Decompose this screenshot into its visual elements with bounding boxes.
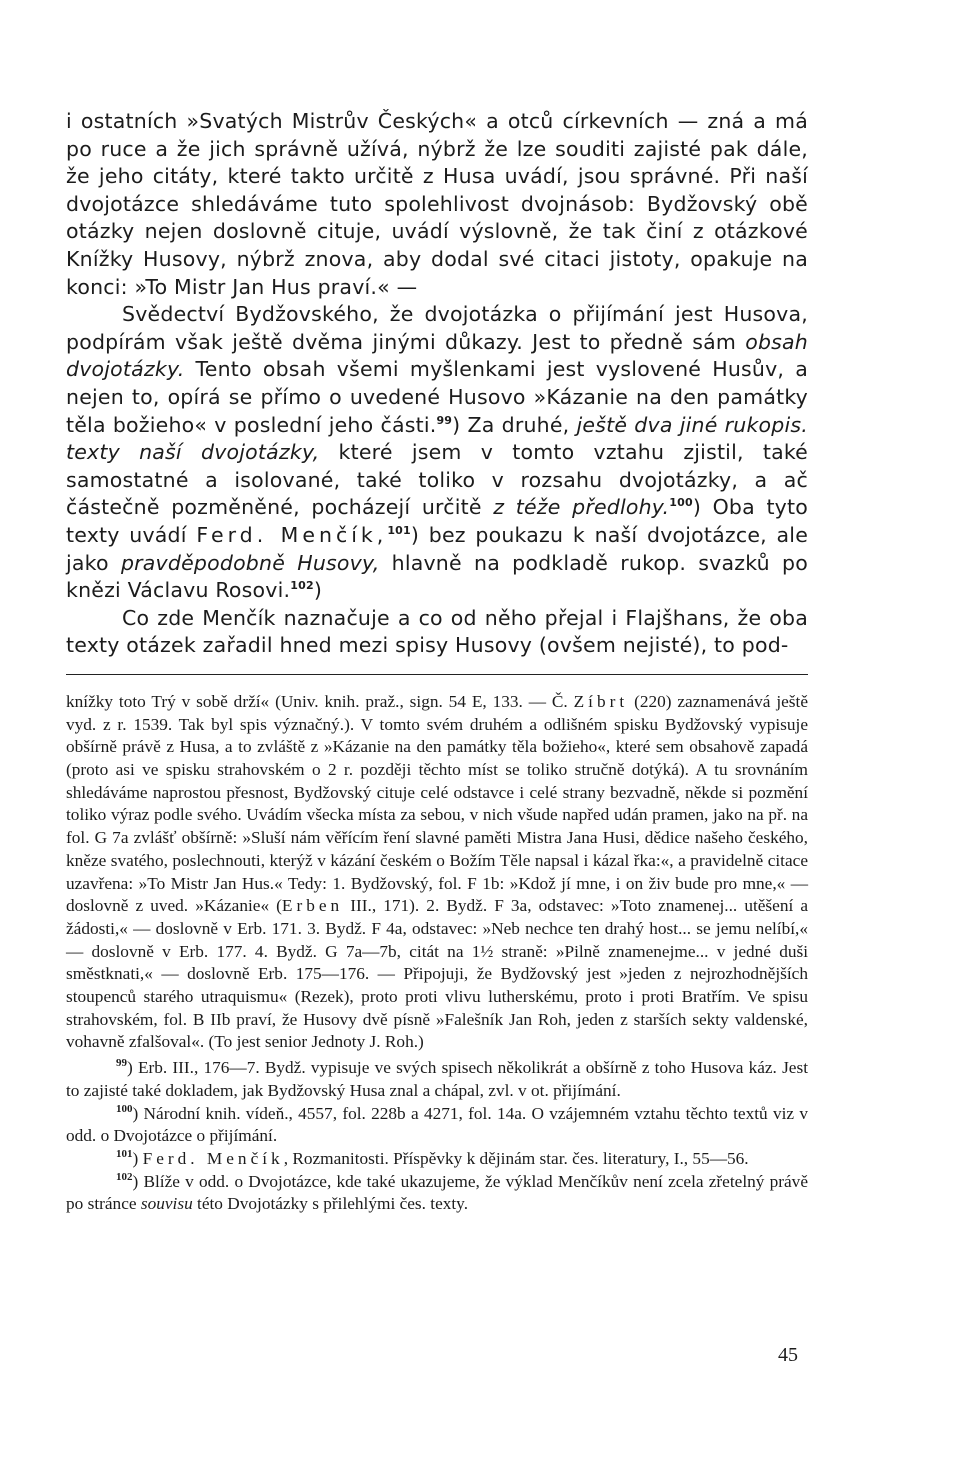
italic-run: obsah dvojotázky. [66, 329, 808, 382]
text-run: III., 171). 2. Bydž. F 3a, odstavec: »Toto znamenej... utěšení a žádosti,« — doslovně v Erb. 171. 3. Bydž. F 4a, odstavec: »Neb nechce ten drahý host... se jemu nelíbí,« — doslovně v Erb. 177. 4. Bydž. G 7a—7b, citát na 1½ straně: »Pilně znamenejme... v jedné duši směstknati,« — doslovně Erb. 175—176. — Připojuji, že Bydžovský jest »jeden z nejrozhodnějších stoupenců starého utraquismu« (Rezek), proto proti vlivu lutherskému, proto i proti Bratřím. Ve spisu strahovském, fol. B IIb praví, že Husovy dvě písně »Falešník Jan Roh, jeden z starších sekty valdenské, vohavně zfalšoval«. (To jest senior Jednoty J. Roh.) [66, 896, 809, 1052]
text-run: ) [313, 578, 323, 603]
page [66, 108, 808, 1216]
spaced-name: Erben [281, 896, 344, 916]
footnote-ref-101: 101 [387, 524, 411, 538]
footnote-ref-102: 102 [290, 579, 314, 593]
spaced-name: Zíbrt [573, 691, 629, 711]
footnote-102 [66, 1171, 808, 1216]
text-run: které jsem v tomto vztahu zjistil, také samostatné a isolované, také toliko v rozsahu dvojotázky, a ač částečně pozměněné, pocházejí určitě [66, 440, 808, 520]
italic-run: ještě dva jiné rukopis. texty naší dvojotázky, [66, 412, 809, 465]
spaced-name: Ferd. Menčík [142, 1148, 284, 1168]
page-number: 45 [778, 1344, 798, 1366]
text-run: (220) zaznamenává ještě vyd. z r. 1539. Tak byl spis význačný.). V tomto svém druhém a odlišném spisku Bydžovský vypisuje obšírně právě z Husa, a to zvláště z »Kázanie na den památky těla božieho«, které sem obsahově zapadá (proto asi ve spisku strahovském o 2 r. později těchto míst se toliko stručně dotýká). A tu srovnáním shledáváme naprostou přesnost, Bydžovský cituje celé odstavce i celé strany bezvadně, někde si pozmění toliko výraz podle svého. Uvádím všecka místa za sebou, v nich všude napřed udán pramen, jako na př. na fol. G 7a zvlášť obšírně: »Sluší nám věřícím ření slavné paměti Mistra Jana Husi, dědice našeho českého, kněze svatého, poslechnouti, kterýž v kázání českém o Božím Těle napsal i kázal řka:«, a pravidelně citace uzavřena: »To Mistr Jan Hus.« Tedy: 1. Bydžovský, fol. F 1b: »Kdož jí mne, i on živ bude pro mne,« — doslovně z uved. »Kázanie« ( [66, 691, 808, 916]
footnote-number: 102 [116, 1170, 133, 1183]
text-run: Svědectví Bydžovského, že dvojotázka o přijímání jest Husova, podpírám však ještě dvěma jinými důkazy. Jest to předně sám [66, 302, 808, 354]
text-run: Co zde Menčík naznačuje a co od něho přejal i Flajšhans, že oba texty otázek zařadil hned mezi spisy Husovy (ovšem nejisté), to pod- [66, 605, 808, 658]
text-run: této Dvojotázky s přilehlými čes. texty. [192, 1194, 469, 1214]
footnote-continuation [66, 691, 808, 1054]
text-run: , Rozmanitosti. Příspěvky k dějinám star. čes. literatury, I., 55—56. [283, 1148, 749, 1168]
footnote-number: 100 [116, 1102, 133, 1115]
footnote-ref-99: 99 [436, 413, 453, 427]
paragraph-1 [66, 108, 808, 301]
text-run: hlavně na podkladě rukop. svazků po knězi Václavu Rosovi. [66, 550, 808, 603]
main-text [66, 108, 808, 660]
text-run: i ostatních »Svatých Mistrův Českých« a otců církevních — zná a má po ruce a že jich správně užívá, nýbrž že lze souditi zajisté pak dále, že jeho citáty, které takto určitě z Husa uvádí, jsou správné. Při naší dvojotázce shledáváme tuto spolehlivost dvojnásob: Bydžovský obě otázky nejen doslovně cituje, uvádí výslovně, že tak činí z otázkové Knížky Husovy, nýbrž znova, aby dodal své citaci jistoty, opakuje na konci: »To Mistr Jan Hus praví.« — [66, 109, 808, 299]
footnote-number: 101 [116, 1148, 133, 1161]
italic-run: souvisu [140, 1194, 193, 1214]
text-run: ) Erb. III., 176—7. Bydž. vypisuje ve svých spisech několikrát a obšírně z toho Husova káz. Jest to zajisté také dokladem, jak Bydžovský Husa znal a chápal, zvl. v ot. přijímání. [66, 1058, 808, 1100]
text-run: ) Oba tyto texty uvádí [66, 495, 808, 547]
text-run: ) Národní knih. vídeň., 4557, fol. 228b a 4271, fol. 14a. O vzájemném vztahu těchto textů viz v odd. o Dvojotázce o přijímání. [66, 1103, 808, 1146]
footnotes [66, 691, 808, 1216]
text-run: knížky toto Trý v sobě drží« (Univ. knih. praž., sign. 54 E, 133. — Č. [66, 691, 574, 711]
spaced-name: Ferd. Menčík, [196, 522, 388, 547]
text-run: ) bez poukazu k naší dvojotázce, ale jako [66, 522, 809, 575]
footnote-99 [66, 1057, 808, 1102]
italic-run: pravděpodobně Husovy, [120, 550, 380, 575]
footnote-ref-100: 100 [669, 496, 693, 510]
paragraph-2 [66, 301, 808, 605]
italic-run: z téže předlohy. [493, 495, 670, 520]
footnote-100 [66, 1103, 808, 1148]
text-run: ) Blíže v odd. o Dvojotázce, kde také ukazujeme, že výklad Menčíkův není zcela zřetelný právě po stránce [66, 1171, 808, 1214]
footnote-101: $^{101}$) Ferd. Menčík, Rozmanitosti. Příspěvky k dějinám star. čes. literatury, I., 55—56. [116, 1148, 749, 1168]
footnote-number: 99 [116, 1057, 127, 1070]
text-run: ) Za druhé, [452, 412, 577, 437]
paragraph-3 [66, 605, 808, 660]
text-run: Tento obsah všemi myšlenkami jest vyslovené Husův, a nejen to, opírá se přímo o uvedené Husovo »Kázanie na den památky těla božieho« v poslední jeho části. [66, 357, 808, 437]
footnote-divider [66, 674, 808, 675]
